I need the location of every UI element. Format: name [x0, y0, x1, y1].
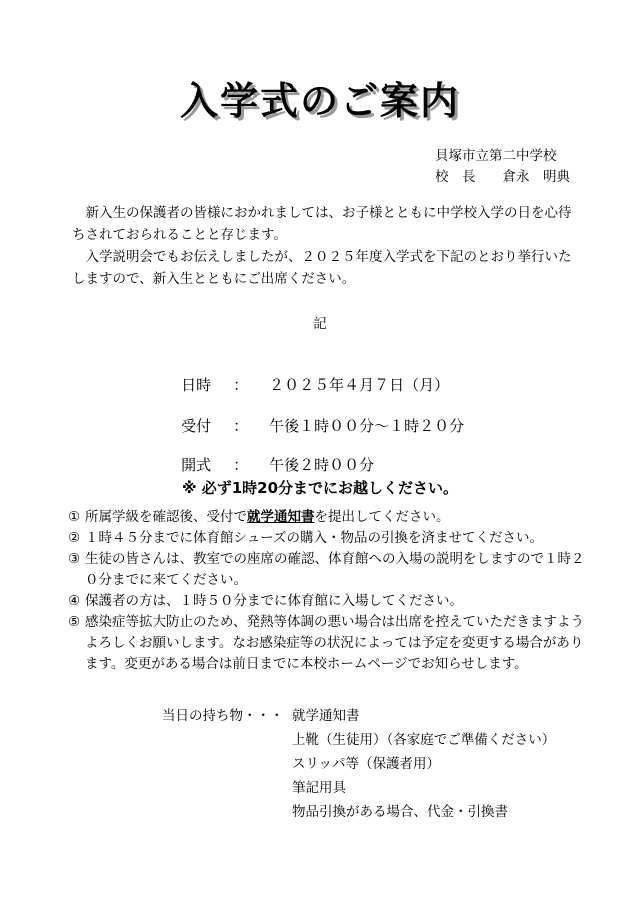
school-name: 貝塚市立第二中学校 [435, 148, 557, 164]
belonging-item: 上靴（生徒用）（各家庭でご準備ください） [292, 732, 556, 748]
schedule-label: 開式 [181, 456, 212, 474]
item-number: ③ [68, 551, 81, 567]
item-number: ① [68, 509, 81, 525]
item-text-tail: を提出してください。 [314, 509, 450, 525]
intro-paragraph-1: 新入生の保護者の皆様におかれましては、お子様とともに中学校入学の日を心待ちされておられることと存じます。 [72, 205, 572, 243]
item-text: １時４５分までに体育館シューズの購入・物品の引換を済ませてください。 [85, 530, 544, 546]
item-text: 所属学級を確認後、受付で [85, 509, 247, 525]
belonging-item: スリッパ等（保護者用） [292, 756, 440, 772]
page-title: 入学式のご案内 [179, 79, 460, 123]
schedule-colon: ： [233, 376, 249, 394]
schedule-colon: ： [233, 456, 249, 474]
list-item [68, 612, 588, 675]
sender-block [435, 146, 570, 188]
schedule-value: 午後２時００分 [269, 456, 375, 474]
schedule-value: 午後１時００分～１時２０分 [269, 417, 465, 435]
intro-paragraph-2: 入学説明会でもお伝えしましたが、２０２５年度入学式を下記のとおり挙行いたしますので、新入生とともにご出席ください。 [72, 249, 572, 287]
item-text: 生徒の皆さんは、教室での座席の確認、体育館への入場の説明をしますので１時２０分までに来てください。 [85, 551, 585, 588]
item-number: ② [68, 530, 81, 546]
schedule-label: 受付 [181, 417, 212, 435]
instruction-list [68, 507, 588, 675]
belonging-item: 就学通知書 [292, 708, 360, 724]
item-emphasis: 就学通知書 [247, 509, 315, 525]
schedule-value: ２０２５年４月７日（月） [269, 376, 450, 394]
item-text: 保護者の方は、１時５０分までに体育館に入場してください。 [85, 593, 463, 609]
item-text: 感染症等拡大防止のため、発熱等体調の悪い場合は出席を控えていただきますようよろしくお願いします。なお感染症等の状況によっては予定を変更する場合があります。変更がある場合は前日までに本校ホームページでお知らせします。 [85, 614, 584, 672]
arrival-notice: ※ 必ず1時20分までにお越しください。 [181, 479, 459, 497]
ki-heading: 記 [313, 316, 327, 332]
belongings-list [292, 704, 555, 824]
item-number: ⑤ [68, 614, 81, 630]
schedule-label: 日時 [181, 376, 212, 394]
list-item [68, 591, 588, 612]
list-item [68, 507, 588, 528]
intro-text [72, 202, 582, 290]
belonging-item: 物品引換がある場合、代金・引換書 [292, 804, 508, 820]
item-number: ④ [68, 593, 81, 609]
list-item [68, 549, 588, 591]
list-item [68, 528, 588, 549]
principal-name: 校 長 倉永 明典 [435, 169, 570, 185]
schedule-colon: ： [233, 417, 249, 435]
belonging-item: 筆記用具 [292, 780, 346, 796]
belongings-label: 当日の持ち物・・・ [162, 708, 284, 724]
